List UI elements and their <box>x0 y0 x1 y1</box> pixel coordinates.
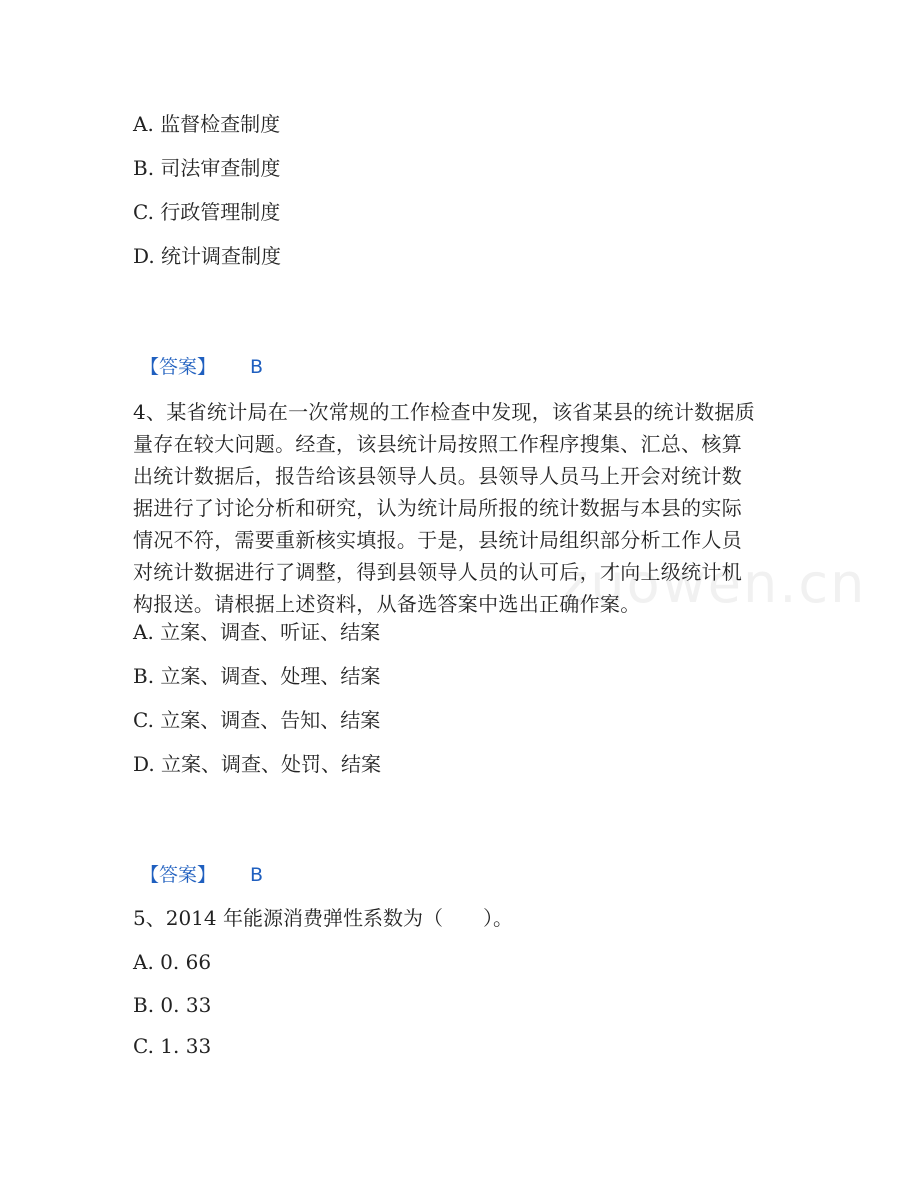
q3-option-b: B. 司法审查制度 <box>133 156 281 180</box>
q5-question: 5、2014 年能源消费弹性系数为（ ）。 <box>133 906 513 930</box>
q4-answer <box>140 863 264 887</box>
q3-option-a: A. 监督检查制度 <box>133 112 281 136</box>
answer-label: 【答案】 <box>140 864 217 886</box>
q4-line: 构报送。请根据上述资料，从备选答案中选出正确作案。 <box>133 592 641 616</box>
q4-line: 据进行了讨论分析和研究，认为统计局所报的统计数据与本县的实际 <box>133 496 742 520</box>
watermark: zuowen.cn <box>560 552 867 615</box>
q4-option-c: C. 立案、调查、告知、结案 <box>133 708 381 732</box>
q4-line: 出统计数据后，报告给该县领导人员。县领导人员马上开会对统计数 <box>133 464 742 488</box>
q4-option-a: A. 立案、调查、听证、结案 <box>133 620 381 644</box>
q4-option-d: D. 立案、调查、处罚、结案 <box>133 752 382 776</box>
q4-question <box>133 396 793 620</box>
q5-option-c: C. 1. 33 <box>133 1034 212 1058</box>
q4-line: 量存在较大问题。经查，该县统计局按照工作程序搜集、汇总、核算 <box>133 432 742 456</box>
q4-line: 4、某省统计局在一次常规的工作检查中发现，该省某县的统计数据质 <box>133 400 756 424</box>
q5-option-a: A. 0. 66 <box>133 950 212 974</box>
answer-value: B <box>250 356 264 378</box>
q3-option-d: D. 统计调查制度 <box>133 244 282 268</box>
q3-answer <box>140 355 264 379</box>
q5-option-b: B. 0. 33 <box>133 993 212 1017</box>
q4-line: 情况不符，需要重新核实填报。于是，县统计局组织部分析工作人员 <box>133 528 742 552</box>
answer-label: 【答案】 <box>140 356 217 378</box>
answer-value: B <box>250 864 264 886</box>
q3-option-c: C. 行政管理制度 <box>133 200 281 224</box>
q4-option-b: B. 立案、调查、处理、结案 <box>133 664 381 688</box>
q4-line: 对统计数据进行了调整，得到县领导人员的认可后，才向上级统计机 <box>133 560 742 584</box>
